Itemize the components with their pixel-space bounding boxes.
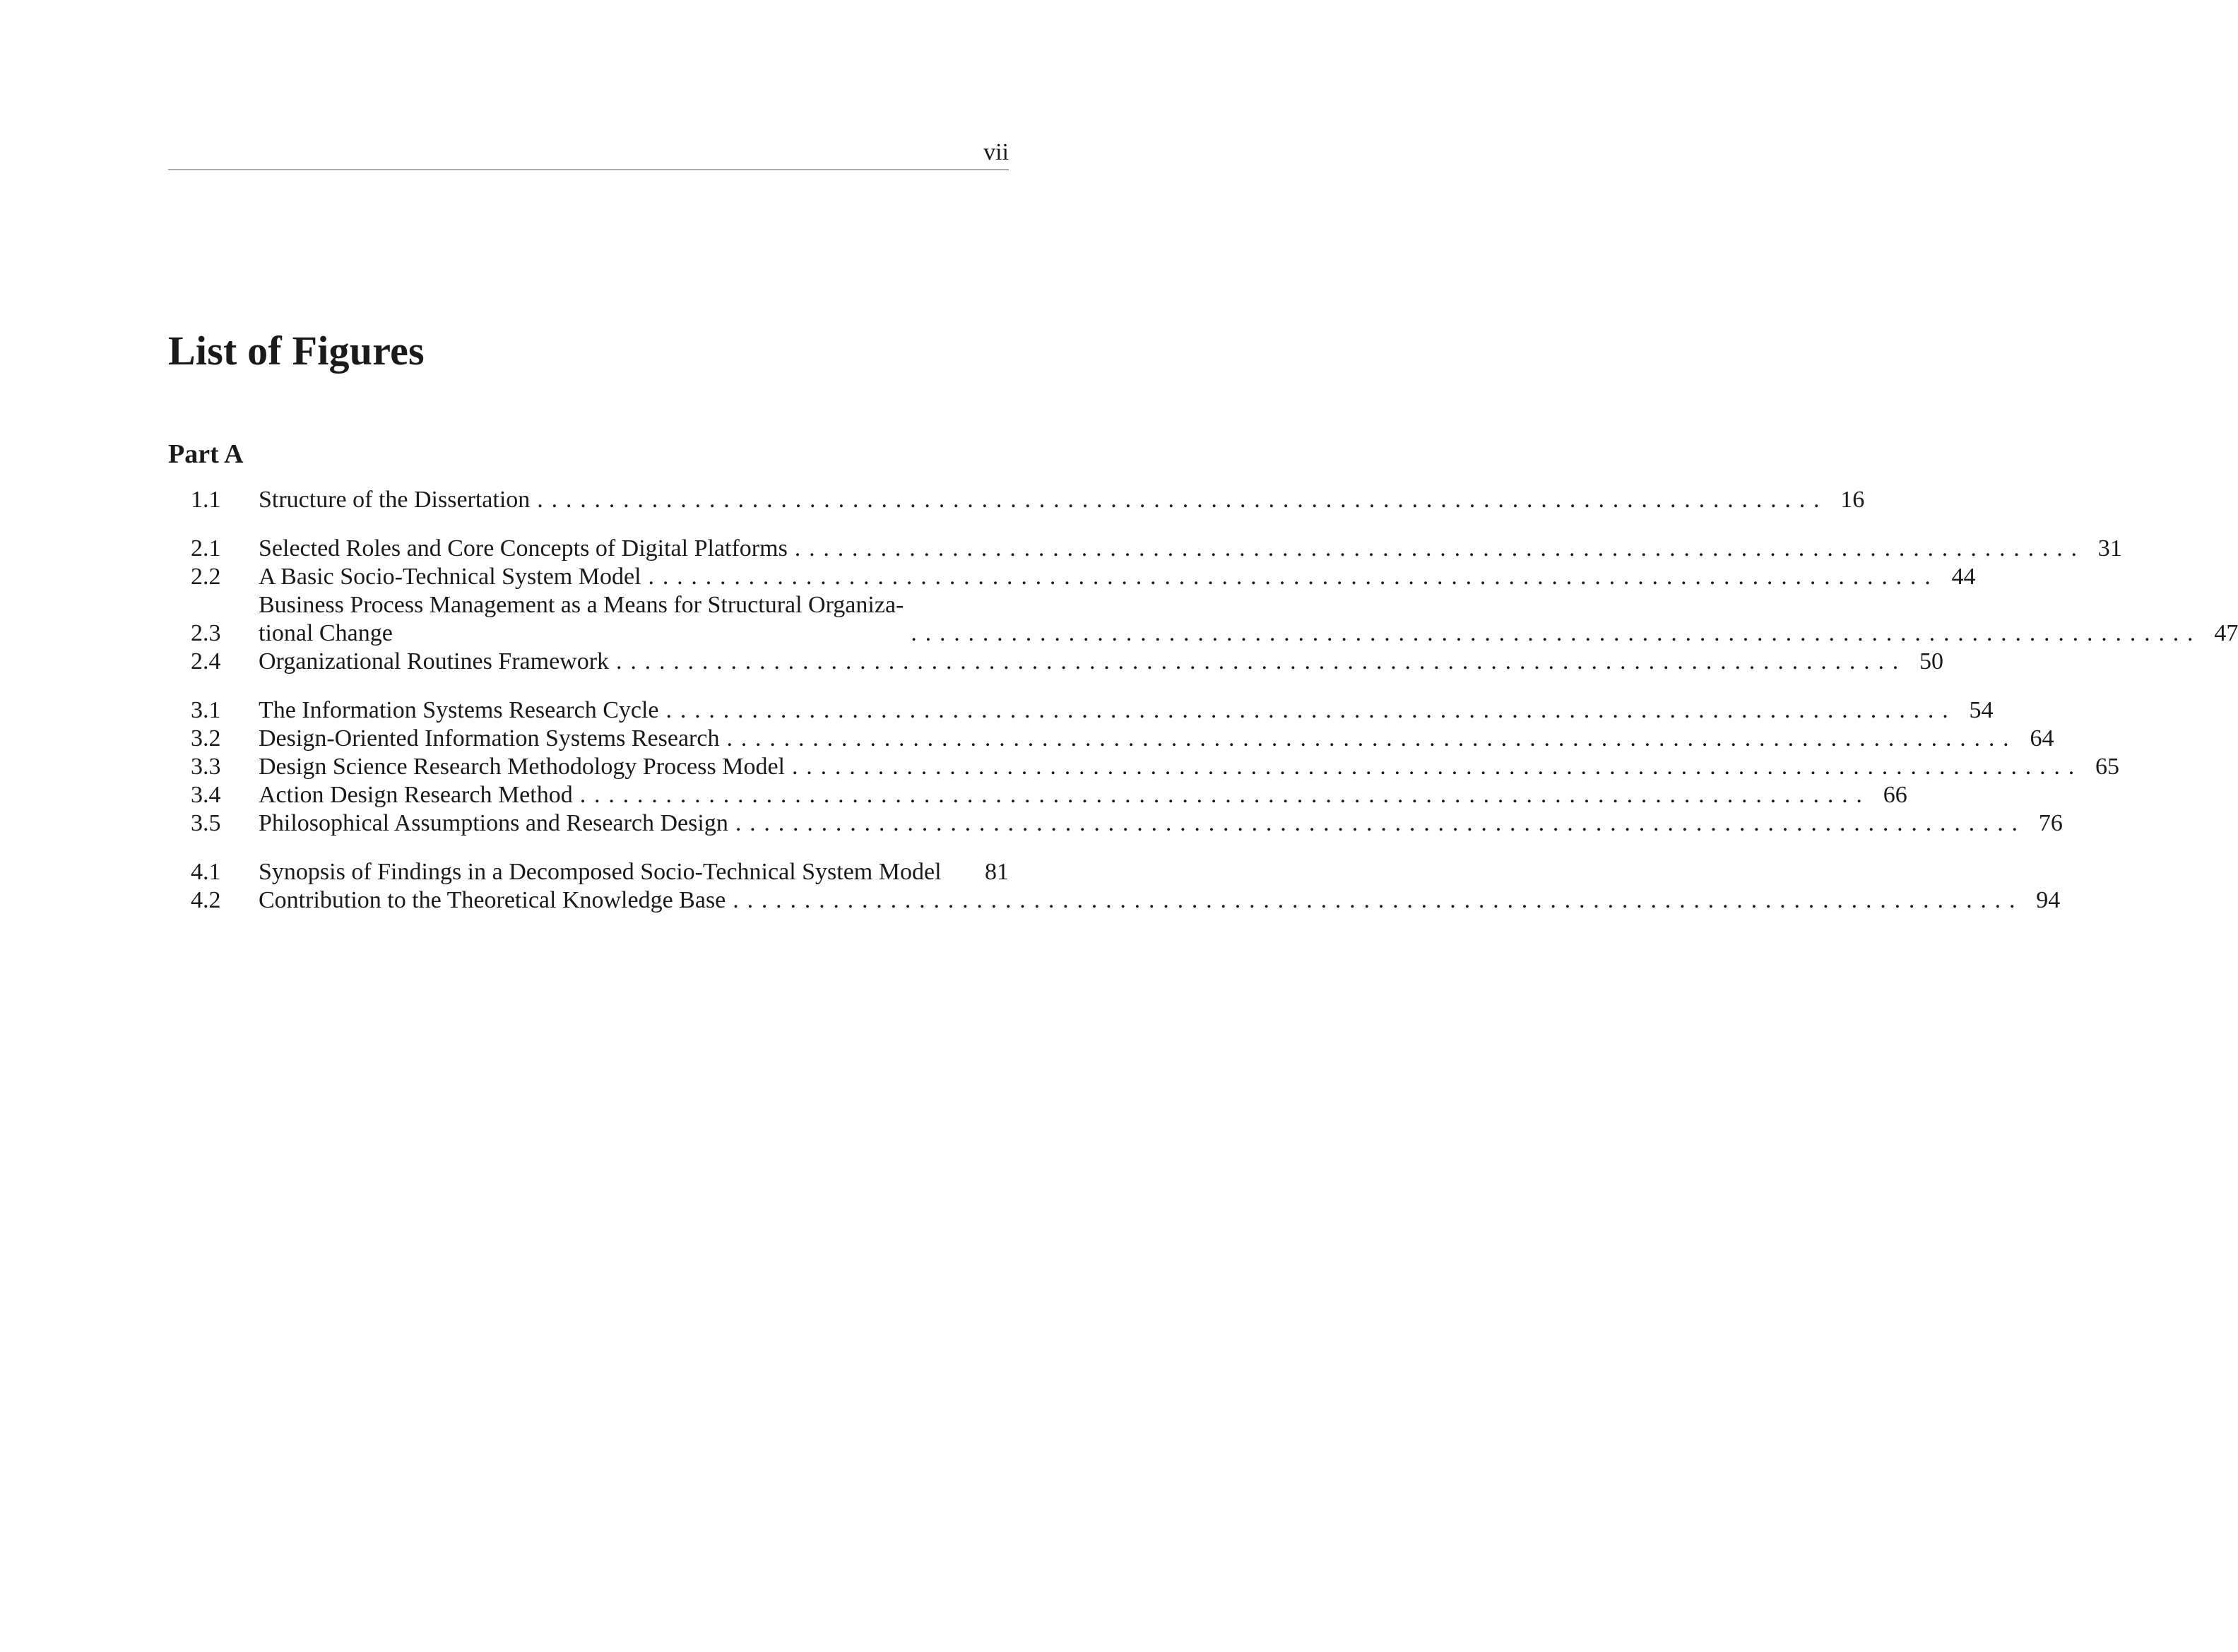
figure-title (259, 563, 641, 591)
dot-leader: .......................................................................................... (648, 564, 1939, 590)
figure-title-line: Philosophical Assumptions and Research Design (259, 810, 728, 836)
page-title: List of Figures (168, 328, 425, 374)
figure-entry[interactable] (168, 648, 1944, 676)
figure-title-line: Design-Oriented Information Systems Research (259, 725, 720, 751)
figure-list (168, 486, 2238, 935)
figure-title-line: A Basic Socio-Technical System Model (259, 564, 641, 590)
figure-entry[interactable] (168, 809, 2063, 838)
figure-title-line: Synopsis of Findings in a Decomposed Socio-Technical System Model (259, 859, 942, 885)
figure-number: 3.4 (191, 782, 221, 808)
figure-title (259, 886, 726, 915)
figure-page-number: 66 (1883, 782, 1907, 808)
figure-entry[interactable] (168, 563, 1976, 591)
figure-entry[interactable] (168, 725, 2054, 753)
figure-group (168, 535, 2238, 676)
figure-title (259, 648, 609, 676)
figure-page-number: 54 (1969, 697, 1994, 723)
figure-entry[interactable] (168, 753, 2119, 781)
figure-number: 2.2 (191, 564, 221, 590)
figure-title (259, 696, 659, 725)
figure-title (259, 591, 904, 648)
figure-title (259, 725, 719, 753)
figure-page-number: 31 (2097, 535, 2122, 561)
figure-number: 2.3 (191, 620, 221, 646)
figure-title-line: Business Process Management as a Means for Structural Organiza- (259, 592, 904, 618)
figure-entry[interactable] (168, 591, 2238, 648)
figure-title (259, 809, 728, 838)
figure-title (259, 486, 530, 514)
figure-title-line: tional Change (259, 620, 393, 646)
dot-leader: .......................................................................................... (733, 887, 2024, 913)
figure-page-number: 64 (2030, 725, 2054, 751)
figure-group (168, 696, 2119, 838)
figure-page-number: 81 (985, 859, 1009, 885)
figure-title-line: Action Design Research Method (259, 782, 573, 808)
figure-entry[interactable] (168, 858, 1009, 886)
figure-entry[interactable] (168, 886, 2061, 915)
dot-leader: .......................................................................................... (792, 754, 2083, 780)
figure-title-line: Design Science Research Methodology Process Model (259, 754, 785, 780)
figure-number: 1.1 (191, 487, 221, 513)
dot-leader: .......................................................................................... (911, 620, 2202, 646)
figure-number: 3.2 (191, 725, 221, 751)
figure-group (168, 858, 2061, 915)
figure-page-number: 47 (2214, 620, 2238, 646)
figure-number: 2.1 (191, 535, 221, 561)
dot-leader: .......................................................................................... (665, 697, 1957, 723)
figure-title-line: The Information Systems Research Cycle (259, 697, 659, 723)
dot-leader: .......................................................................................... (794, 535, 2085, 561)
figure-number: 2.4 (191, 648, 221, 675)
part-heading: Part A (168, 439, 244, 469)
dot-leader: .......................................................................................... (726, 725, 2018, 751)
figure-number: 3.5 (191, 810, 221, 836)
dot-leader: .......................................................................................... (616, 648, 1907, 675)
figure-page-number: 65 (2095, 754, 2119, 780)
figure-title (259, 858, 942, 886)
figure-title-line: Selected Roles and Core Concepts of Digital Platforms (259, 535, 788, 561)
figure-page-number: 50 (1919, 648, 1944, 675)
figure-page-number: 76 (2038, 810, 2063, 836)
figure-entry[interactable] (168, 696, 1994, 725)
figure-entry[interactable] (168, 486, 1865, 514)
figure-page-number: 94 (2036, 887, 2061, 913)
figure-group (168, 486, 1865, 514)
figure-number: 4.2 (191, 887, 221, 913)
figure-title (259, 781, 573, 809)
figure-page-number: 44 (1951, 564, 1976, 590)
figure-title-line: Organizational Routines Framework (259, 648, 610, 675)
figure-page-number: 16 (1840, 487, 1865, 513)
figure-entry[interactable] (168, 535, 2122, 563)
dot-leader: .......................................................................................... (735, 810, 2026, 836)
figure-title (259, 535, 788, 563)
figure-title-line: Structure of the Dissertation (259, 487, 531, 513)
figure-number: 3.3 (191, 754, 221, 780)
page-number: vii (983, 139, 1009, 165)
figure-entry[interactable] (168, 781, 1907, 809)
dot-leader: .......................................................................................... (537, 487, 1828, 513)
figure-title (259, 753, 785, 781)
figure-number: 4.1 (191, 859, 221, 885)
figure-number: 3.1 (191, 697, 221, 723)
figure-title-line: Contribution to the Theoretical Knowledge Base (259, 887, 726, 913)
dot-leader: .......................................................................................... (579, 782, 1871, 808)
